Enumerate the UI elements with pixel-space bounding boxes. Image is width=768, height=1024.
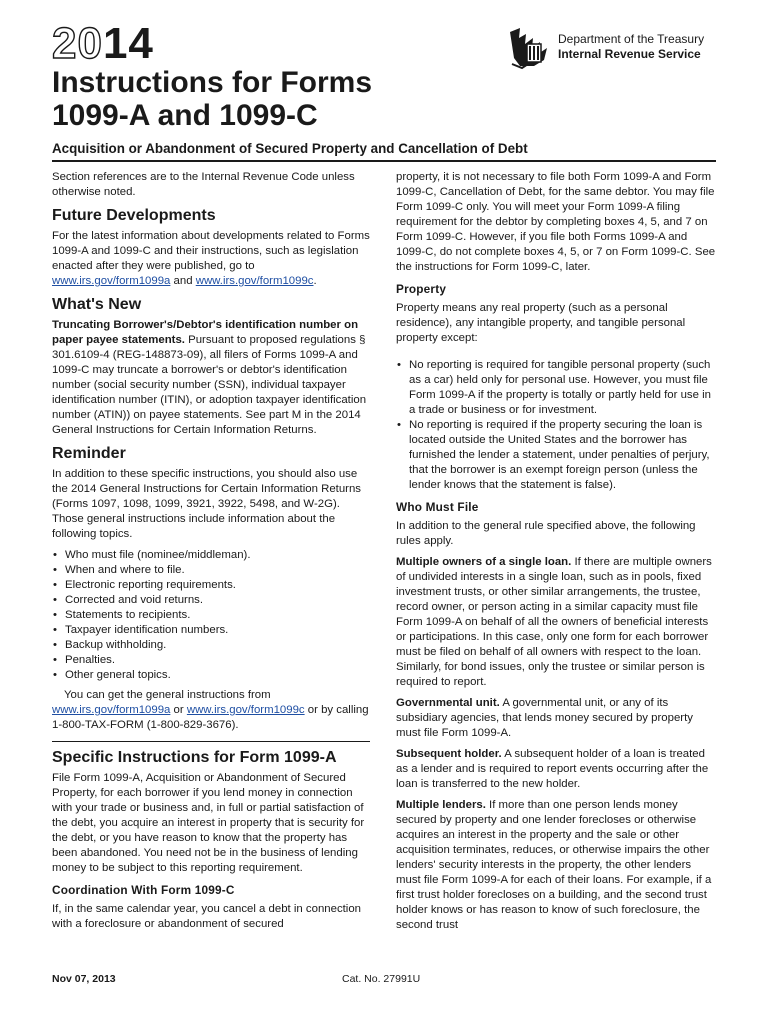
list-item: • Statements to recipients. [52, 608, 370, 623]
future-developments-text: For the latest information about developments related to Forms 1099-A and 1099-C and their instructions, such as legislation enacted after they were published, go to www.irs.gov/form1099a and www.irs.gov/form1099c. [52, 230, 370, 287]
link-form1099c[interactable]: www.irs.gov/form1099c [195, 275, 314, 287]
list-item: • Penalties. [52, 653, 370, 668]
heading-coordination: Coordination With Form 1099-C [52, 883, 235, 897]
list-item: • When and where to file. [52, 563, 370, 578]
governmental-unit-lead: Governmental unit. [396, 697, 500, 709]
multiple-owners-lead: Multiple owners of a single loan. [396, 556, 572, 568]
property-text: Property means any real property (such as a personal residence), any intangible property, and tangible personal property except: [396, 302, 686, 344]
topics-list [52, 548, 370, 683]
list-item: • Corrected and void returns. [52, 593, 370, 608]
page-subtitle: Acquisition or Abandonment of Secured Property and Cancellation of Debt [52, 141, 528, 156]
specific-instructions-text: File Form 1099-A, Acquisition or Abandonment of Secured Property, for each borrower if you lend money in connection with your trade or business and, in full or partial satisfaction of the debt, you acquire an interest in property that is security for the debt, or you have reason to know that the property has been abandoned. You need not be in the business of lending money to be subject to this reporting requirement. [52, 772, 365, 874]
agency-irs: Internal Revenue Service [558, 47, 701, 61]
list-item: • Backup withholding. [52, 638, 370, 653]
multiple-owners-paragraph: Multiple owners of a single loan. If there are multiple owners of undivided interests in a single loan, such as in pools, fixed investment trusts, or other similar arrangements, the trustee, record owner, or person acting in a similar capacity must file Form 1099-A on behalf of all the owners of beneficial interests or participations. In this case, only one form for each borrower must be filed on behalf of all owners with respect to the loan. Similarly, for bond issues, only the trustee or similar person is required to report. [396, 556, 712, 688]
section-references: Section references are to the Internal Revenue Code unless otherwise noted. [52, 171, 355, 198]
governmental-unit-paragraph: Governmental unit. A governmental unit, or any of its subsidiary agencies, that lends money secured by property must file Form 1099-A. [396, 697, 693, 739]
right-column [396, 170, 716, 939]
tax-year [52, 19, 154, 68]
coordination-text: If, in the same calendar year, you cancel a debt in connection with a foreclosure or abandonment of secured [52, 903, 362, 930]
section-divider [52, 741, 370, 742]
subsequent-holder-lead: Subsequent holder. [396, 748, 502, 760]
coordination-continued-text: property, it is not necessary to file both Form 1099-A and Form 1099-C, Cancellation of Debt, for the same debtor. You may file Form 1099-C only. You will meet your Form 1099-A filing requirement for the debtor by completing boxes 4, 5, and 7 on Form 1099-C. However, if you file both Forms 1099-A and 1099-C, do not complete boxes 4, 5, or 7 on Form 1099-C. See the instructions for Form 1099-C, later. [396, 171, 716, 273]
list-item: • Taxpayer identification numbers. [52, 623, 370, 638]
subsequent-holder-paragraph: Subsequent holder. A subsequent holder of a loan is treated as a lender and is required to report events occurring after the loan is transferred to the new holder. [396, 748, 709, 790]
header-divider [52, 160, 716, 162]
reminder-text: In addition to these specific instructions, you should also use the 2014 General Instructions for Certain Information Returns (Forms 1097, 1098, 1099, 3921, 3922, 5498, and W-2G). Those general instructions include information about the following topics. [52, 468, 361, 540]
heading-whats-new: What's New [52, 296, 142, 313]
link-general-form1099a[interactable]: www.irs.gov/form1099a [52, 704, 171, 716]
list-item: • Who must file (nominee/middleman). [52, 548, 370, 563]
property-exceptions-list [396, 358, 716, 493]
heading-reminder: Reminder [52, 445, 126, 462]
agency-block [506, 26, 726, 70]
list-item: • Other general topics. [52, 668, 370, 683]
irs-eagle-logo-icon [506, 26, 552, 70]
year-outline-digits: 20 [52, 19, 103, 68]
list-item: • No reporting is required if the property securing the loan is located outside the United States and the borrower has furnished the lender a statement, under penalties of perjury, that the borrower is an exempt foreign person (unless the lender knows that the statement is false). [396, 418, 716, 493]
agency-department: Department of the Treasury [558, 32, 705, 46]
link-general-form1099c[interactable]: www.irs.gov/form1099c [186, 704, 305, 716]
truncating-paragraph: Truncating Borrower's/Debtor's identification number on paper payee statements. Pursuant to proposed regulations § 301.6109-4 (REG-148873-09), all filers of Forms 1099-A and 1099-C may truncate a borrower's or debtor's identification number (social security number (SSN), individual taxpayer identification number (ITIN), or adoption taxpayer identification number (ATIN)) on payee statements. See part M in the 2014 General Instructions for Certain Information Returns. [52, 319, 367, 436]
footer-catalog-number: Cat. No. 27991U [342, 973, 421, 985]
left-column [52, 170, 370, 938]
year-solid-digits: 14 [102, 19, 154, 68]
general-instructions-text: You can get the general instructions from www.irs.gov/form1099a or www.irs.gov/form1099c or by calling 1-800-TAX-FORM (1-800-829-3676). [52, 689, 369, 731]
multiple-lenders-paragraph: Multiple lenders. If more than one person lends money secured by property and one lender forecloses or otherwise acquires an interest in the property and the sale or other acquisition terminates, reduces, or otherwise impairs the other lenders' security interests in the property, the other lenders must file Form 1099-A for each of their loans. For example, if a first trust holder forecloses on a building, and the second trust holder knows or has reason to know of such foreclosure, the second trust [396, 799, 712, 931]
heading-property: Property [396, 282, 447, 296]
multiple-lenders-lead: Multiple lenders. [396, 799, 486, 811]
heading-future-developments: Future Developments [52, 207, 216, 224]
heading-who-must-file: Who Must File [396, 500, 479, 514]
title-line-1: Instructions for Forms [52, 66, 373, 99]
page-title [52, 66, 492, 132]
truncating-lead: Truncating Borrower's/Debtor's identification number on paper payee statements. [52, 319, 359, 346]
heading-specific-instructions: Specific Instructions for Form 1099-A [52, 749, 337, 766]
footer-date: Nov 07, 2013 [52, 973, 116, 985]
link-form1099a[interactable]: www.irs.gov/form1099a [52, 275, 171, 287]
list-item: • Electronic reporting requirements. [52, 578, 370, 593]
who-must-file-text: In addition to the general rule specified above, the following rules apply. [396, 520, 696, 547]
list-item: • No reporting is required for tangible personal property (such as a car) held only for personal use. However, you must file Form 1099-A if the property is totally or partly held for use in a trade or business or for investment. [396, 358, 716, 418]
title-line-2: 1099-A and 1099-C [52, 99, 318, 132]
